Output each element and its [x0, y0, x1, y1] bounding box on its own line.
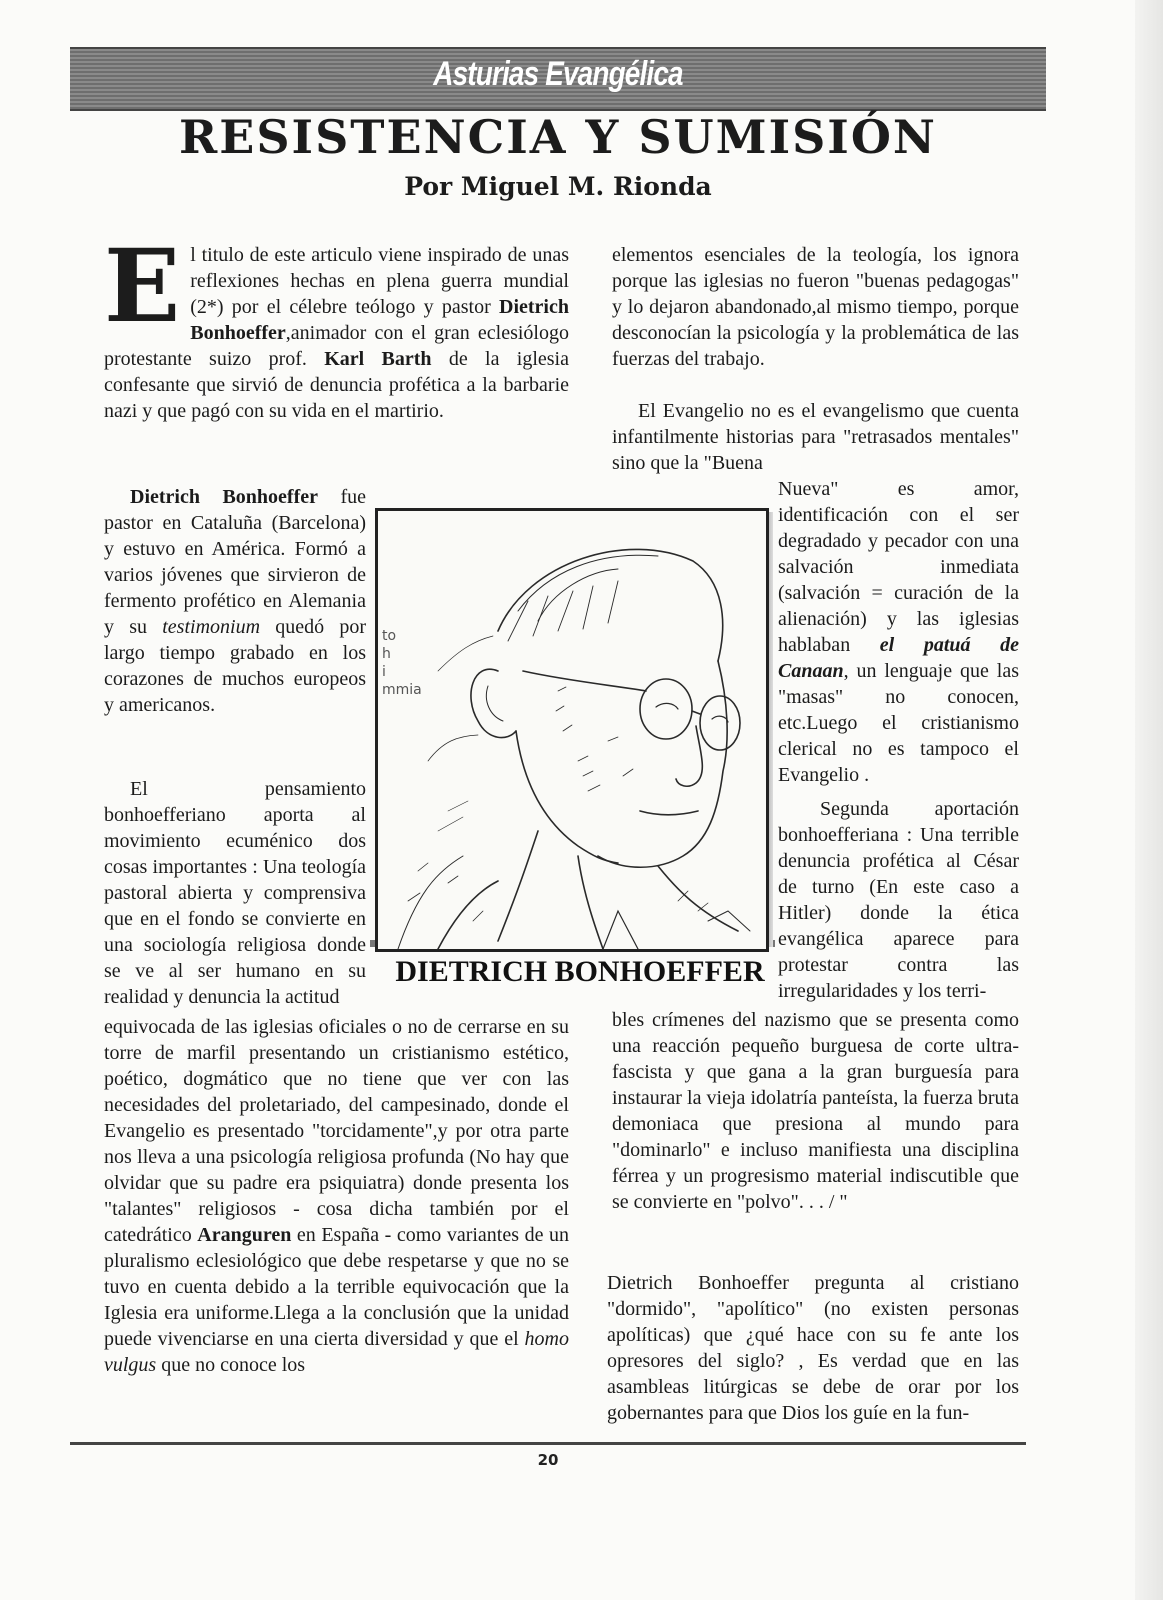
page-edge-shadow: [1135, 0, 1163, 1600]
page-number: 20: [537, 1451, 559, 1469]
portrait-drawing: [378, 511, 766, 949]
italic-patua: el patuá de Canaan: [778, 634, 1019, 682]
paragraph-thought: El pensamiento bonhoefferiano aporta al movimiento ecuménico dos cosas importantes : Una teología pastoral abierta y comprensiva que en el fondo se convierte en una sociología religiosa donde se ve al ser humano en su realidad y denuncia la actitud: [104, 778, 366, 1008]
article-title: RESISTENCIA Y SUMISIÓN: [179, 110, 937, 164]
name-bonhoeffer: Dietrich Bonhoeffer: [190, 296, 569, 344]
drop-cap: E: [104, 227, 181, 345]
magazine-name: Asturias Evangélica: [433, 55, 683, 93]
portrait-illustration: [375, 508, 769, 952]
paragraph-question: Dietrich Bonhoeffer pregunta al cristiano "dormido", "apolítico" (no existen personas apolíticas) que ¿qué hace con su fe ante los opresores del siglo? , Es verdad que en las asambleas litúrgicas se debe de orar por los gobernantes para que Dios los guíe en la fun-: [607, 1272, 1019, 1424]
name-aranguren: Aranguren: [197, 1224, 292, 1246]
name-bonhoeffer: Dietrich Bonhoeffer: [130, 486, 318, 508]
paragraph-gospel-side: Nueva" es amor, identificación con el ser degradado y pecador con una salvación inmediata (salvación = curación de la alienación) y las iglesias hablaban el patuá de Canaan, un lenguaje que las "masas" no conocen, etc.Luego el cristianismo clerical no es tampoco el Evangelio .: [778, 478, 1019, 786]
paragraph-thought-continued: equivocada de las iglesias oficiales o no de cerrarse en su torre de marfil presentando un cristianismo estético, poético, dogmático que no tiene que ver con las necesidades del proletariado, del campesinado, donde el Evangelio es presentado "torcidamente",y por otra parte nos lleva a una psicología religiosa profunda (No hay que olvidar que su padre era psiquiatra) donde presenta los "talantes" religiosos - cosa dicha también por el catedrático Aranguren en España - como variantes de un pluralismo eclesiológico que debe respetarse y que no se tuvo en cuenta debido a la terrible equivocación que la Iglesia era uniforme.Llega a la conclusión que la unidad puede vivenciarse en una cierta diversidad y que el homo vulgus que no conoce los: [104, 1016, 569, 1376]
footer-rule: [70, 1442, 1026, 1445]
photo-caption: DIETRICH BONHOEFFER: [395, 955, 765, 988]
name-barth: Karl Barth: [324, 348, 432, 370]
paragraph-right-1: elementos esenciales de la teología, los ignora porque las iglesias no fueron "buenas pedagogas" y lo dejaron abandonado,al mismo tiempo, porque desconocían la psicología y la problemática de las fuerzas del trabajo.: [612, 244, 1019, 370]
magazine-banner: [70, 47, 1046, 111]
paragraph-intro: El titulo de este articulo viene inspirado de unas reflexiones hechas en plena guerra mundial (2*) por el célebre teólogo y pastor Dietrich Bonhoeffer,animador con el gran eclesiólogo protestante suizo prof. Karl Barth de la iglesia confesante que sirvió de denuncia profética a la barbarie nazi y que pagó con su vida en el martirio.: [104, 227, 569, 422]
article-byline: Por Miguel M. Rionda: [404, 172, 712, 201]
bleed-through-text: to h i mmia: [382, 628, 422, 698]
paragraph-biography: Dietrich Bonhoeffer fue pastor en Cataluña (Barcelona) y estuvo en América. Formó a varios jóvenes que sirvieron de fermento profético en Alemania y su testimonium quedó por largo tiempo grabado en los corazones de muchos europeos y americanos.: [104, 486, 366, 716]
paragraph-second-contribution-continued: bles crímenes del nazismo que se presenta como una reacción pequeño burguesa de corte ultra-fascista y que gana a la gran burguesía para instaurar la vieja idolatría panteísta, la fuerza bruta demoniaca que presiona al mundo para "dominarlo" e incluso manifiesta una disciplina férrea y un progresismo material indiscutible que se convierte en "polvo". . . / ": [612, 1009, 1019, 1213]
italic-homo-vulgus: homo vulgus: [104, 1328, 569, 1376]
paragraph-second-contribution: Segunda aportación bonhoefferiana : Una terrible denuncia profética al César de turno (En este caso a Hitler) donde la ética evangélica aparece para protestar contra las irregularidades y los terri-: [778, 798, 1019, 1002]
italic-testimonium: testimonium: [162, 616, 261, 638]
paragraph-gospel: El Evangelio no es el evangelismo que cuenta infantilmente historias para "retrasados mentales" sino que la "Buena: [612, 400, 1019, 474]
